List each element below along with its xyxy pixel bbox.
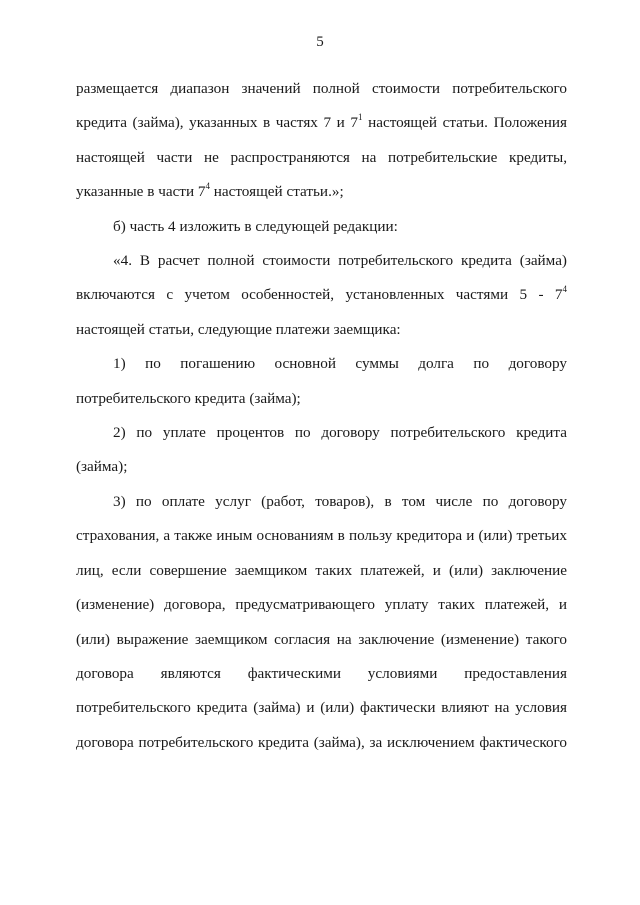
document-body [76, 72, 567, 760]
list-item-2 [76, 416, 567, 485]
text-fragment: настоящей статьи. Положения [362, 114, 568, 132]
text-line [76, 106, 567, 140]
superscript: 4 [205, 181, 210, 192]
superscript: 4 [562, 284, 567, 295]
text-line: договора потребительского кредита (займа), за исключением фактического [76, 733, 567, 751]
text-line: настоящей части не распространяются на потребительские кредиты, [76, 148, 567, 166]
text-fragment: включаются с учетом особенностей, установленных частями 5 - 7 [76, 286, 563, 304]
text-line: лиц, если совершение заемщиком таких платежей, и (или) заключение [76, 561, 567, 579]
text-line: потребительского кредита (займа) и (или) фактически влияют на условия [76, 699, 567, 717]
paragraph-part-4 [76, 244, 567, 347]
superscript: 1 [358, 112, 363, 123]
text-line: страхования, а также иным основаниям в пользу кредитора и (или) третьих [76, 527, 567, 545]
text-line: (изменение) договора, предусматривающего уплату таких платежей, и [76, 596, 567, 614]
paragraph-amendment-b [76, 210, 567, 244]
text-line: 3) по оплате услуг (работ, товаров), в том числе по договору [113, 492, 567, 510]
text-line: 2) по уплате процентов по договору потребительского кредита [113, 424, 567, 442]
list-item-3 [76, 485, 567, 760]
text-line [76, 278, 567, 312]
text-line: 1) по погашению основной суммы долга по договору [113, 355, 567, 373]
text-line: «4. В расчет полной стоимости потребительского кредита (займа) [113, 252, 567, 270]
text-line: потребительского кредита (займа); [76, 389, 301, 407]
text-line: размещается диапазон значений полной стоимости потребительского [76, 80, 567, 97]
text-line [76, 175, 567, 209]
text-line: б) часть 4 изложить в следующей редакции: [113, 217, 398, 235]
page-number: 5 [316, 34, 324, 50]
text-fragment: кредита (займа), указанных в частях 7 и 7 [76, 114, 358, 132]
text-line: договора являются фактическими условиями предоставления [76, 664, 567, 682]
paragraph-continuation [76, 72, 567, 210]
text-line: (займа); [76, 458, 128, 476]
text-line: настоящей статьи, следующие платежи заемщика: [76, 320, 401, 338]
text-fragment: указанные в части 7 [76, 183, 206, 201]
text-fragment: настоящей статьи.»; [209, 183, 344, 201]
list-item-1 [76, 347, 567, 416]
text-line: (или) выражение заемщиком согласия на заключение (изменение) такого [76, 630, 567, 648]
